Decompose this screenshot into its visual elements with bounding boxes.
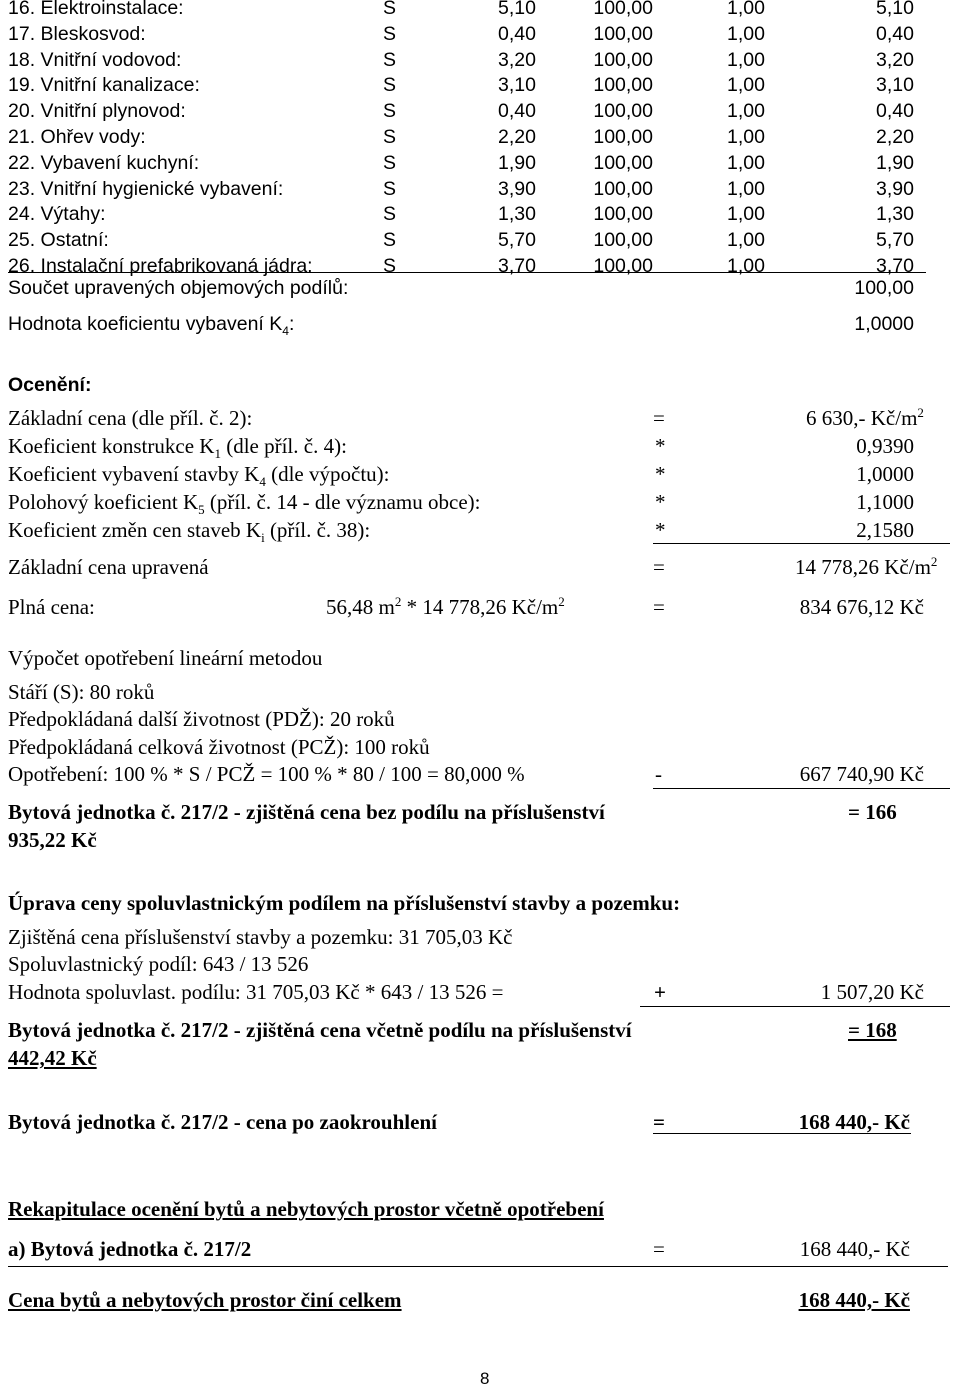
unit-with-share-value-b: 442,42 Kč <box>8 1046 97 1070</box>
wear-op: - <box>655 762 662 786</box>
row-name: 20. Vnitřní plynovod: <box>8 100 186 123</box>
row-coefficient: 1,00 <box>727 0 765 19</box>
row-adjusted-share: 0,40 <box>876 100 914 123</box>
row-name: 21. Ohřev vody: <box>8 126 146 148</box>
k4-coef-op: * <box>655 462 666 486</box>
row-name: 16. Elektroinstalace: <box>8 0 184 19</box>
row-occurrence: 100,00 <box>593 151 653 174</box>
accessories-price: Zjištěná cena příslušenství stavby a pozemku: 31 705,03 Kč <box>8 925 513 949</box>
recap-total-value: 168 440,- Kč <box>798 1288 910 1312</box>
sum-value: 100,00 <box>854 277 914 299</box>
sum-label: Součet upravených objemových podílů: <box>8 277 349 299</box>
co-ownership-share: Spoluvlastnický podíl: 643 / 13 526 <box>8 952 309 976</box>
row-name: 24. Výtahy: <box>8 203 106 226</box>
row-coefficient: 1,00 <box>727 22 765 45</box>
row-share: 0,40 <box>498 22 536 45</box>
base-price-label: Základní cena (dle příl. č. 2): <box>8 406 253 430</box>
row-occurrence: 100,00 <box>593 100 653 123</box>
base-price-value: 6 630,- $Kč/m^2$ <box>806 405 924 430</box>
row-occurrence: 100,00 <box>593 48 653 71</box>
recap-total-label: Cena bytů a nebytových prostor činí celkem <box>8 1288 402 1312</box>
table-divider <box>8 272 926 273</box>
wear-heading: Výpočet opotřebení lineární metodou <box>8 646 323 670</box>
row-type: S <box>383 203 397 226</box>
row-type: S <box>383 74 397 97</box>
rounded-value: 168 440,- Kč <box>798 1110 910 1134</box>
ki-label: Koeficient změn cen staveb $K_i$ (příl. č. 38): <box>8 518 371 546</box>
row-share: 5,10 <box>498 0 536 19</box>
row-share: 3,10 <box>498 74 536 97</box>
row-share: 0,40 <box>498 100 536 123</box>
share-divider <box>640 1006 950 1007</box>
row-adjusted-share: 3,90 <box>876 177 914 200</box>
row-type: S <box>383 48 397 71</box>
row-share: 3,90 <box>498 177 536 200</box>
share-value-op: + <box>654 980 666 1004</box>
row-coefficient: 1,00 <box>727 48 765 71</box>
wear-value: 667 740,90 Kč <box>799 762 924 786</box>
row-share: 3,20 <box>498 48 536 71</box>
row-name: 19. Vnitřní kanalizace: <box>8 74 200 97</box>
row-adjusted-share: 2,20 <box>876 126 914 148</box>
full-price-expression: 56,48 $m^2 * 14$ 778,26 $Kč/m^2$ <box>326 594 565 619</box>
row-type: S <box>383 151 397 174</box>
k4-coef-value: 1,0000 <box>856 462 914 486</box>
row-name: 22. Vybavení kuchyní: <box>8 151 200 174</box>
row-occurrence: 100,00 <box>593 0 653 19</box>
row-occurrence: 100,00 <box>593 74 653 97</box>
adjusted-price-op: = <box>653 555 665 579</box>
row-adjusted-share: 1,90 <box>876 151 914 174</box>
recap-heading: Rekapitulace ocenění bytů a nebytových prostor včetně opotřebení <box>8 1197 604 1221</box>
wear-total-life: Předpokládaná celková životnost (PCŽ): 100 roků <box>8 735 430 759</box>
row-type: S <box>383 255 397 277</box>
unit-price-value-a: = 166 <box>848 800 897 824</box>
row-type: S <box>383 229 397 252</box>
row-coefficient: 1,00 <box>727 74 765 97</box>
row-occurrence: 100,00 <box>593 177 653 200</box>
unit-with-share-value-a: = 168 <box>848 1018 897 1042</box>
row-share: 1,90 <box>498 151 536 174</box>
row-occurrence: 100,00 <box>593 229 653 252</box>
unit-with-share-label: Bytová jednotka č. 217/2 - zjištěná cena včetně podílu na příslušenství <box>8 1018 632 1042</box>
recap-item-value: 168 440,- Kč <box>799 1237 910 1261</box>
row-coefficient: 1,00 <box>727 126 765 148</box>
row-name: 25. Ostatní: <box>8 229 109 252</box>
k5-op: * <box>655 490 666 514</box>
recap-item-op: = <box>653 1237 665 1261</box>
k5-label: Polohový koeficient $K_5$ (příl. č. 14 - dle významu obce): <box>8 490 481 518</box>
row-adjusted-share: 3,20 <box>876 48 914 71</box>
adjust-heading: Úprava ceny spoluvlastnickým podílem na příslušenství stavby a pozemku: <box>8 891 681 915</box>
row-adjusted-share: 3,10 <box>876 74 914 97</box>
k4-label: Hodnota koeficientu vybavení $K_4$: <box>8 313 295 338</box>
row-occurrence: 100,00 <box>593 126 653 148</box>
row-coefficient: 1,00 <box>727 100 765 123</box>
unit-price-value-b: 935,22 Kč <box>8 828 97 852</box>
adjusted-price-label: Základní cena upravená <box>8 555 209 579</box>
recap-divider <box>8 1266 948 1267</box>
row-type: S <box>383 177 397 200</box>
row-coefficient: 1,00 <box>727 177 765 200</box>
k1-label: Koeficient konstrukce $K_1$ (dle příl. č. 4): <box>8 434 347 462</box>
row-coefficient: 1,00 <box>727 151 765 174</box>
rounded-underline <box>653 1133 911 1134</box>
full-price-value: 834 676,12 Kč <box>799 595 924 619</box>
row-occurrence: 100,00 <box>593 22 653 45</box>
adjusted-price-value: 14 778,26 $Kč/m^2$ <box>795 554 938 579</box>
rounded-op: = <box>653 1110 665 1134</box>
row-share: 5,70 <box>498 229 536 252</box>
share-value-amount: 1 507,20 Kč <box>820 980 924 1004</box>
row-adjusted-share: 5,10 <box>876 0 914 19</box>
wear-divider <box>653 788 950 789</box>
row-occurrence: 100,00 <box>593 255 653 277</box>
wear-remaining-life: Předpokládaná další životnost (PDŽ): 20 roků <box>8 707 395 731</box>
oceneni-heading: Ocenění: <box>8 374 92 396</box>
row-type: S <box>383 100 397 123</box>
rounded-label: Bytová jednotka č. 217/2 - cena po zaokrouhlení <box>8 1110 437 1134</box>
row-adjusted-share: 5,70 <box>876 229 914 252</box>
share-value-label: Hodnota spoluvlast. podílu: 31 705,03 Kč * 643 / 13 526 = <box>8 980 504 1004</box>
ki-op: * <box>655 518 666 542</box>
row-name: 26. Instalační prefabrikovaná jádra: <box>8 255 313 277</box>
row-coefficient: 1,00 <box>727 229 765 252</box>
k1-op: * <box>655 434 666 458</box>
k1-value: 0,9390 <box>856 434 914 458</box>
row-share: 3,70 <box>498 255 536 277</box>
wear-label: Opotřebení: 100 % * S / PCŽ = 100 % * 80 / 100 = 80,000 % <box>8 762 525 786</box>
row-name: 17. Bleskosvod: <box>8 22 146 45</box>
row-share: 2,20 <box>498 126 536 148</box>
calc-divider <box>653 543 950 544</box>
row-type: S <box>383 126 397 148</box>
ki-value: 2,1580 <box>856 518 914 542</box>
recap-item-label: a) Bytová jednotka č. 217/2 <box>8 1237 252 1261</box>
row-adjusted-share: 1,30 <box>876 203 914 226</box>
wear-age: Stáří (S): 80 roků <box>8 680 155 704</box>
row-coefficient: 1,00 <box>727 255 765 277</box>
row-type: S <box>383 22 397 45</box>
unit-price-label: Bytová jednotka č. 217/2 - zjištěná cena bez podílu na příslušenství <box>8 800 605 824</box>
page-number: 8 <box>480 1369 490 1388</box>
row-share: 1,30 <box>498 203 536 226</box>
row-name: 18. Vnitřní vodovod: <box>8 48 182 71</box>
full-price-op: = <box>653 595 665 619</box>
k4-coef-label: Koeficient vybavení stavby $K_4$ (dle výpočtu): <box>8 462 390 490</box>
row-occurrence: 100,00 <box>593 203 653 226</box>
k4-value: 1,0000 <box>854 313 914 335</box>
row-adjusted-share: 0,40 <box>876 22 914 45</box>
row-adjusted-share: 3,70 <box>876 255 914 277</box>
row-name: 23. Vnitřní hygienické vybavení: <box>8 177 284 200</box>
row-coefficient: 1,00 <box>727 203 765 226</box>
row-type: S <box>383 0 397 19</box>
base-price-op: = <box>653 406 665 430</box>
k5-value: 1,1000 <box>856 490 914 514</box>
full-price-label: Plná cena: <box>8 595 95 619</box>
